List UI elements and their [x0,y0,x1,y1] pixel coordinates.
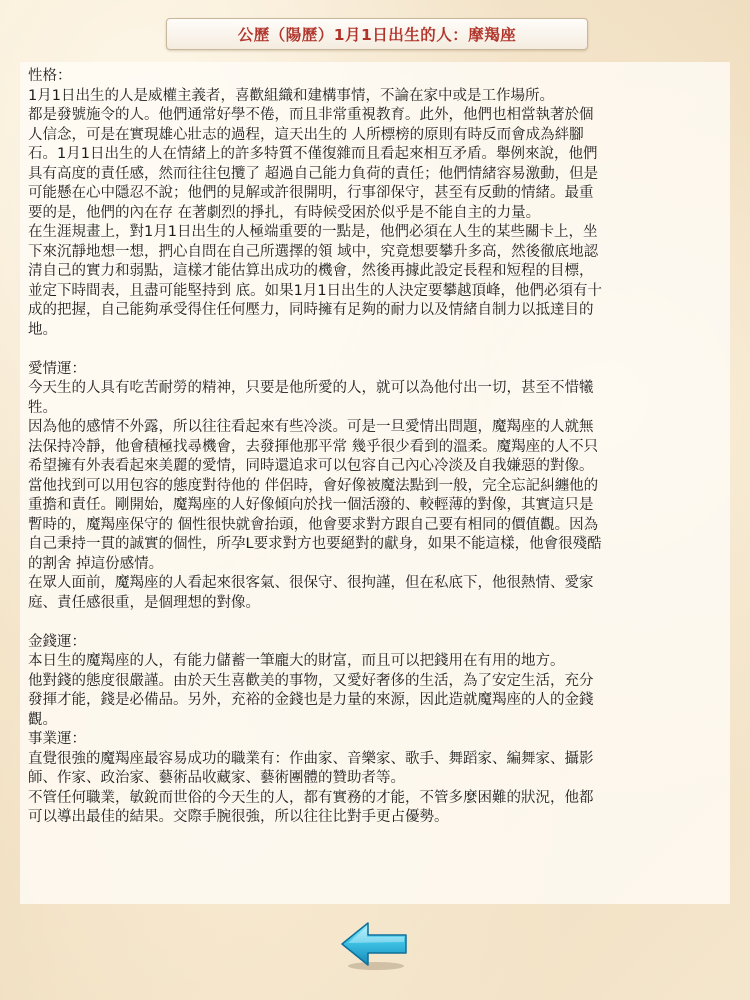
section-paragraph: 在生涯規畫上，對1月1日出生的人極端重要的一點是，他們必須在人生的某些關卡上，坐 下來沉靜地想一想，捫心自問在自己所選擇的領 域中，究竟想要攀升多高，然後徹底地認 清自己的實力和弱點，這樣才能估算出成功的機會，然後再據此設定長程和短程的目標， 並定下時間表，且盡可能堅持到 底。如果1月1日出生的人決定要攀越頂峰，他們必須有十 成的把握，自己能夠承受得住任何壓力，同時擁有足夠的耐力以及情緒自制力以抵達目的 地。 [28,224,603,338]
section-heading: 金錢運： [28,633,86,650]
horoscope-content [20,62,730,904]
section-paragraph: 1月1日出生的人是威權主義者，喜歡組織和建構事情，不論在家中或是工作場所。 [28,87,554,104]
section-paragraph: 都是發號施令的人。他們通常好學不倦，而且非常重視教育。此外，他們也相當執著於個 人信念，可是在實現雄心壯志的過程，這天出生的 人所標榜的原則有時反而會成為絆腳 石。1月1日出生的人在情緒上的許多特質不僅復雜而且看起來相互矛盾。舉例來說，他們 具有高度的責任感，然而往往包攬了 超過自己能力負荷的責任；他們情緒容易激動，但是 可能懸在心中隱忍不說；他們的見解或許很開明，行事卻保守，甚至有反動的情緒。最重 要的是，他們的內在存 在著劇烈的掙扎，有時候受困於似乎是不能自主的力量。 [28,107,599,221]
back-button[interactable] [338,918,410,972]
section-career [28,730,722,828]
section-paragraph: 本日生的魔羯座的人，有能力儲蓄一筆龐大的財富，而且可以把錢用在有用的地方。 [28,653,565,669]
section-personality [28,67,722,340]
section-paragraph: 今天生的人具有吃苦耐勞的精神，只要是他所愛的人，就可以為他付出一切，甚至不惜犧 牲。 [28,380,594,416]
page-title-text: 公歷（陽歷）1月1日出生的人：摩羯座 [237,26,517,44]
section-heading: 事業運： [28,731,86,747]
section-love [28,360,722,614]
page-title [166,18,588,50]
section-paragraph: 他對錢的態度很嚴謹。由於天生喜歡美的事物，又愛好奢侈的生活，為了安定生活，充分 發揮才能，錢是必備品。另外，充裕的金錢也是力量的來源，因此造就魔羯座的人的金錢 觀。 [28,672,594,728]
section-heading: 愛情運： [28,360,86,377]
section-money [28,633,722,731]
section-heading: 性格： [28,68,72,84]
section-paragraph: 因為他的感情不外露，所以往往看起來有些冷淡。可是一旦愛情出問題，魔羯座的人就無 法保持冷靜，他會積極找尋機會，去發揮他那平常 幾乎很少看到的溫柔。魔羯座的人不只 希望擁有外表看起來美麗的愛情，同時還追求可以包容自己內心冷淡及自我嫌惡的對像。 當他找到可以用包容的態度對待他的 伴侶時，會好像被魔法點到一般，完全忘記糾纏他的 重擔和責任。剛開始，魔羯座的人好像傾向於找一個活潑的、較輕薄的對像，其實這只是 暫時的，魔羯座保守的 個性很快就會抬頭，他會要求對方跟自己要有相同的價值觀。因為 自己秉持一貫的誠實的個性，所孕L要求對方也要絕對的獻身，如果不能這樣，他會很殘酷 的割舍 掉這份感情。 [28,419,602,572]
section-paragraph: 直覺很強的魔羯座最容易成功的職業有：作曲家、音樂家、歌手、舞蹈家、編舞家、攝影 師、作家、政治家、藝術品收藏家、藝術團體的贊助者等。 [28,750,594,786]
arrow-left-icon [338,918,410,972]
section-paragraph: 不管任何職業，敏銳而世俗的今天生的人，都有實務的才能，不管多麼困難的狀況，他都 可以導出最佳的結果。交際手腕很強，所以往往比對手更占優勢。 [28,789,594,825]
section-paragraph: 在眾人面前，魔羯座的人看起來很客氣、很保守、很拘謹，但在私底下，他很熱情、愛家 庭、責任感很重，是個理想的對像。 [28,575,594,611]
